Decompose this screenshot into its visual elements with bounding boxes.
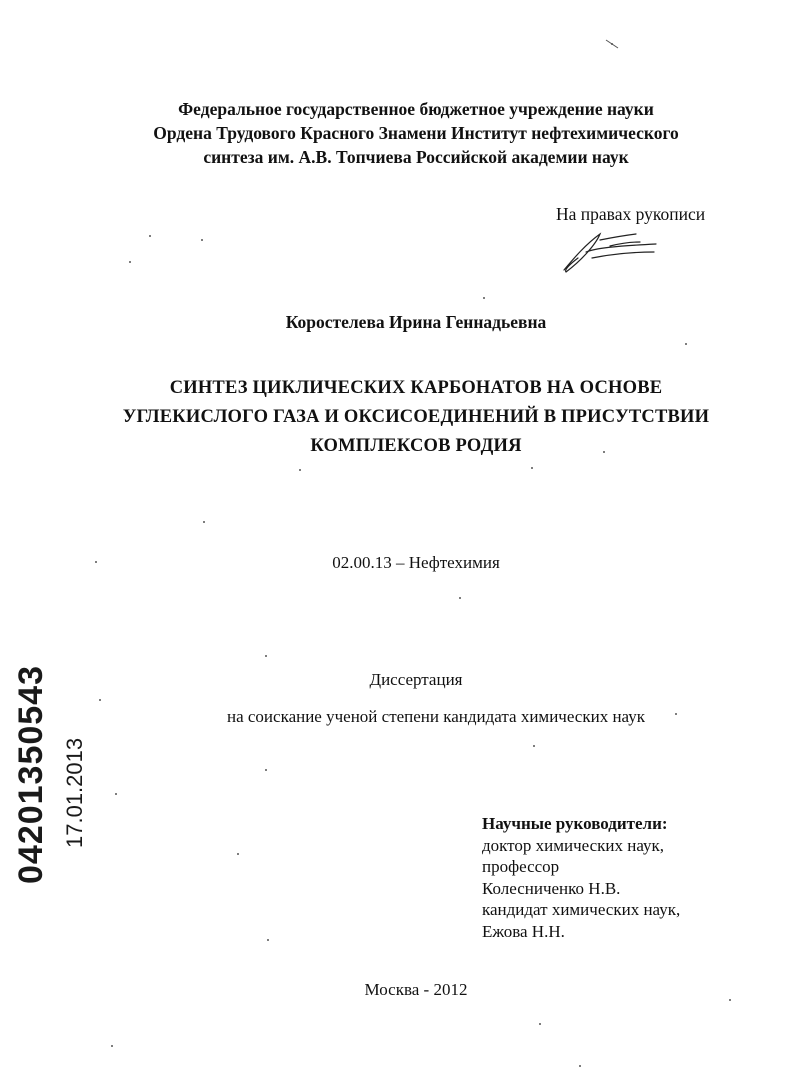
title-line-3: КОМПЛЕКСОВ РОДИЯ	[310, 436, 522, 456]
supervisor-line: доктор химических наук,	[482, 835, 665, 855]
dissertation-purpose: на соискание ученой степени кандидата химических наук	[226, 707, 645, 726]
author-name: Коростелева Ирина Геннадьевна	[285, 312, 547, 332]
title-line-2: УГЛЕКИСЛОГО ГАЗА И ОКСИСОЕДИНЕНИЙ В ПРИСУТСТВИИ	[122, 407, 710, 427]
city-year: Москва - 2012	[364, 980, 468, 999]
institution-line-3: синтеза им. А.В. Топчиева Российской академии наук	[203, 147, 629, 167]
institution-line-2: Ордена Трудового Красного Знамени Институт нефтехимического	[153, 123, 679, 143]
library-stamp-date: 17.01.2013	[62, 737, 87, 848]
specialty-code: 02.00.13 – Нефтехимия	[332, 553, 500, 572]
signature-icon	[556, 226, 666, 276]
library-stamp-number: 04201350543	[12, 664, 50, 884]
supervisor-line: кандидат химических наук,	[482, 900, 681, 919]
dissertation-title	[20, 374, 792, 461]
institution-line-1: Федеральное государственное бюджетное учреждение науки	[178, 99, 654, 119]
manuscript-rights: На правах рукописи	[556, 204, 706, 224]
supervisor-line: профессор	[482, 857, 560, 876]
supervisor-line: Ежова Н.Н.	[482, 921, 565, 941]
institution-block	[20, 97, 792, 169]
dissertation-type: Диссертация	[369, 670, 463, 689]
supervisor-line: Колесниченко Н.В.	[482, 878, 621, 898]
title-line-1: СИНТЕЗ ЦИКЛИЧЕСКИХ КАРБОНАТОВ НА ОСНОВЕ	[169, 378, 663, 398]
supervisors-block	[482, 813, 680, 942]
supervisors-heading: Научные руководители:	[482, 814, 668, 833]
